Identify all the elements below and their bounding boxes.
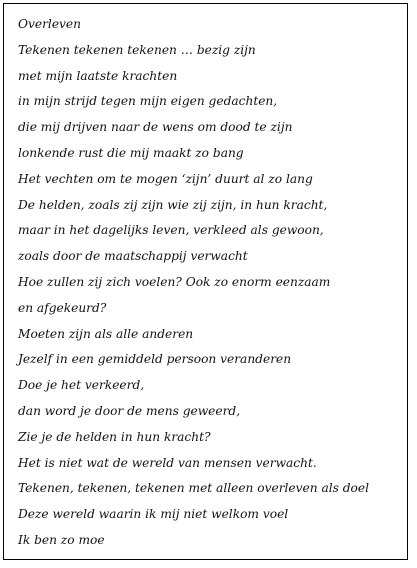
poem-frame [3,3,408,560]
poem-line: dan word je door de mens geweerd, [18,403,241,418]
poem-line: Deze wereld waarin ik mij niet welkom voel [18,507,289,522]
poem-line: Ik ben zo moe [18,532,105,547]
poem-line: Zie je de helden in hun kracht? [18,429,211,444]
poem-line: lonkende rust die mij maakt zo bang [18,145,244,160]
poem-line: Moeten zijn als alle anderen [18,326,194,341]
poem-line: Tekenen tekenen tekenen … bezig zijn [18,42,256,57]
poem-line: zoals door de maatschappij verwacht [18,249,248,264]
poem-line: Het is niet wat de wereld van mensen verwacht. [18,455,317,470]
poem-line: Jezelf in een gemiddeld persoon veranderen [18,352,292,367]
poem-line: Tekenen, tekenen, tekenen met alleen overleven als doel [18,481,369,496]
poem-line: met mijn laatste krachten [18,68,178,83]
poem-text [18,14,369,556]
poem-line: maar in het dagelijks leven, verkleed als gewoon, [18,223,324,238]
poem-line: Het vechten om te mogen ‘zijn’ duurt al zo lang [18,171,313,186]
poem-line: die mij drijven naar de wens om dood te zijn [18,120,293,135]
poem-line: in mijn strijd tegen mijn eigen gedachten, [18,94,278,109]
poem-line: Doe je het verkeerd, [18,378,145,393]
poem-line: De helden, zoals zij zijn wie zij zijn, in hun kracht, [18,197,328,212]
poem-line: en afgekeurd? [18,300,107,315]
poem-line: Hoe zullen zij zich voelen? Ook zo enorm eenzaam [18,274,331,289]
poem-title: Overleven [18,17,81,31]
